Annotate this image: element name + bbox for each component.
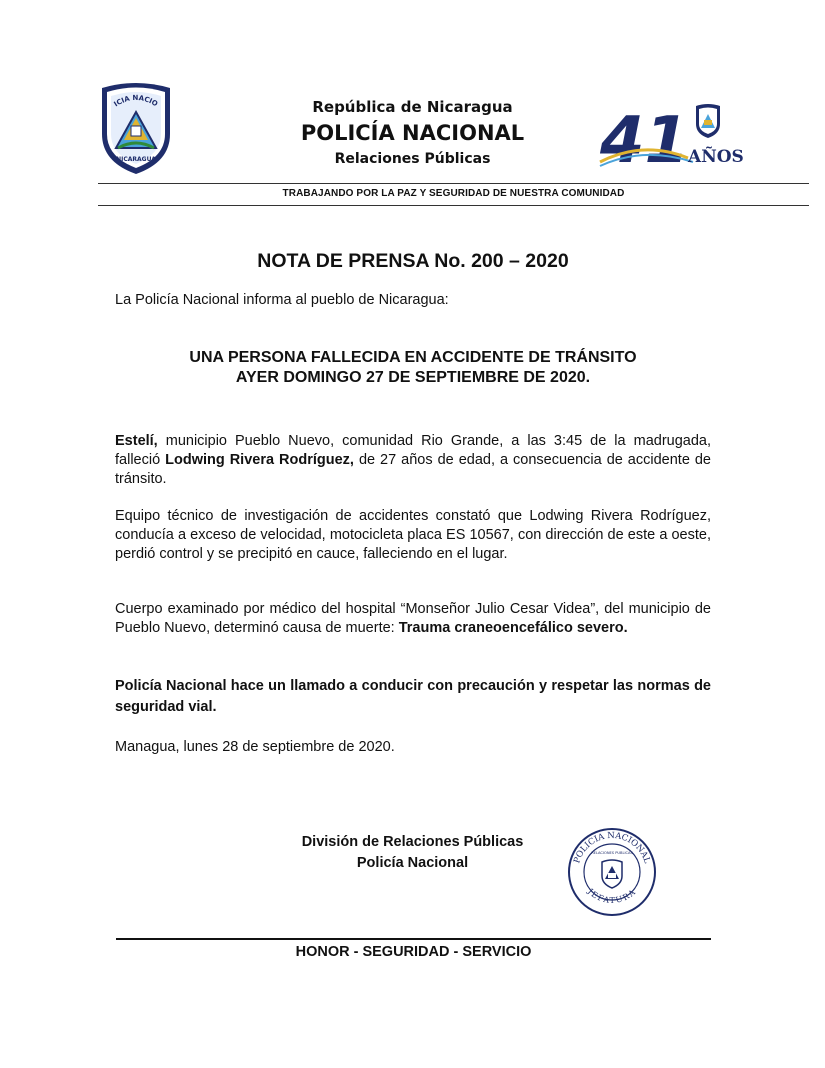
anniversary-number: 41 (600, 104, 690, 170)
place-name: Estelí, (115, 433, 158, 449)
paragraph-3 (115, 600, 711, 638)
header-block (250, 96, 575, 170)
dateline: Managua, lunes 28 de septiembre de 2020. (115, 739, 395, 755)
anniversary-label: AÑOS (688, 147, 743, 167)
header-rule-bottom (98, 205, 809, 206)
paragraph-3-text: Cuerpo examinado por médico del hospital “Monseñor Julio Cesar Videa”, del municipio de Pueblo Nuevo, determinó causa de muerte: (115, 601, 711, 636)
paragraph-1 (115, 432, 711, 489)
paragraph-2: Equipo técnico de investigación de accidentes constató que Lodwing Rivera Rodríguez, conducía a exceso de velocidad, motocicleta placa ES 10567, con dirección de este a oeste, perdió control y se precipitó en cauce, falleciendo en el lugar. (115, 508, 711, 562)
police-shield-logo (96, 78, 176, 176)
footer-motto: HONOR - SEGURIDAD - SERVICIO (295, 944, 532, 960)
signature-block (265, 832, 560, 874)
department-name: Relaciones Públicas (334, 151, 491, 167)
headline-line-1: UNA PERSONA FALLECIDA EN ACCIDENTE DE TRÁNSITO (189, 349, 637, 366)
paragraph-1-text-a: municipio Pueblo Nuevo, comunidad Rio Grande, a las 3:45 de la madrugada, falleció (115, 433, 711, 468)
header-motto: TRABAJANDO POR LA PAZ Y SEGURIDAD DE NUESTRA COMUNIDAD (282, 188, 625, 199)
headline-line-2: AYER DOMINGO 27 DE SEPTIEMBRE DE 2020. (235, 369, 591, 386)
shield-top-text: ICIA NACIO (112, 93, 160, 109)
victim-name: Lodwing Rivera Rodríguez, (165, 452, 354, 468)
jefatura-seal (566, 826, 658, 918)
institution-name: POLICÍA NACIONAL (300, 121, 525, 145)
signature-line-2: Policía Nacional (356, 855, 469, 871)
paragraph-1-text-b: de 27 años de edad, a consecuencia de accidente de tránsito. (115, 452, 711, 487)
intro-line: La Policía Nacional informa al pueblo de Nicaragua: (115, 292, 449, 308)
headline (115, 348, 711, 388)
seal-top-text: POLICIA NACIONAL (572, 830, 652, 865)
seal-bottom-text: JEFATURA (585, 886, 639, 906)
paragraph-4: Policía Nacional hace un llamado a conducir con precaución y respetar las normas de seguridad vial. (115, 678, 711, 715)
republic-name: República de Nicaragua (312, 98, 513, 116)
shield-bottom-text: NICARAGUA (116, 156, 156, 163)
anniversary-logo (598, 100, 743, 170)
header-rule-top (98, 183, 809, 184)
svg-text:JEFATURA (585, 886, 638, 905)
cause-of-death: Trauma craneoencefálico severo. (398, 620, 628, 636)
press-release-title: NOTA DE PRENSA No. 200 – 2020 (257, 250, 569, 272)
footer-rule (116, 938, 711, 940)
signature-line-1: División de Relaciones Públicas (301, 834, 524, 850)
seal-inner-text: RELACIONES PUBLICAS (591, 851, 633, 855)
